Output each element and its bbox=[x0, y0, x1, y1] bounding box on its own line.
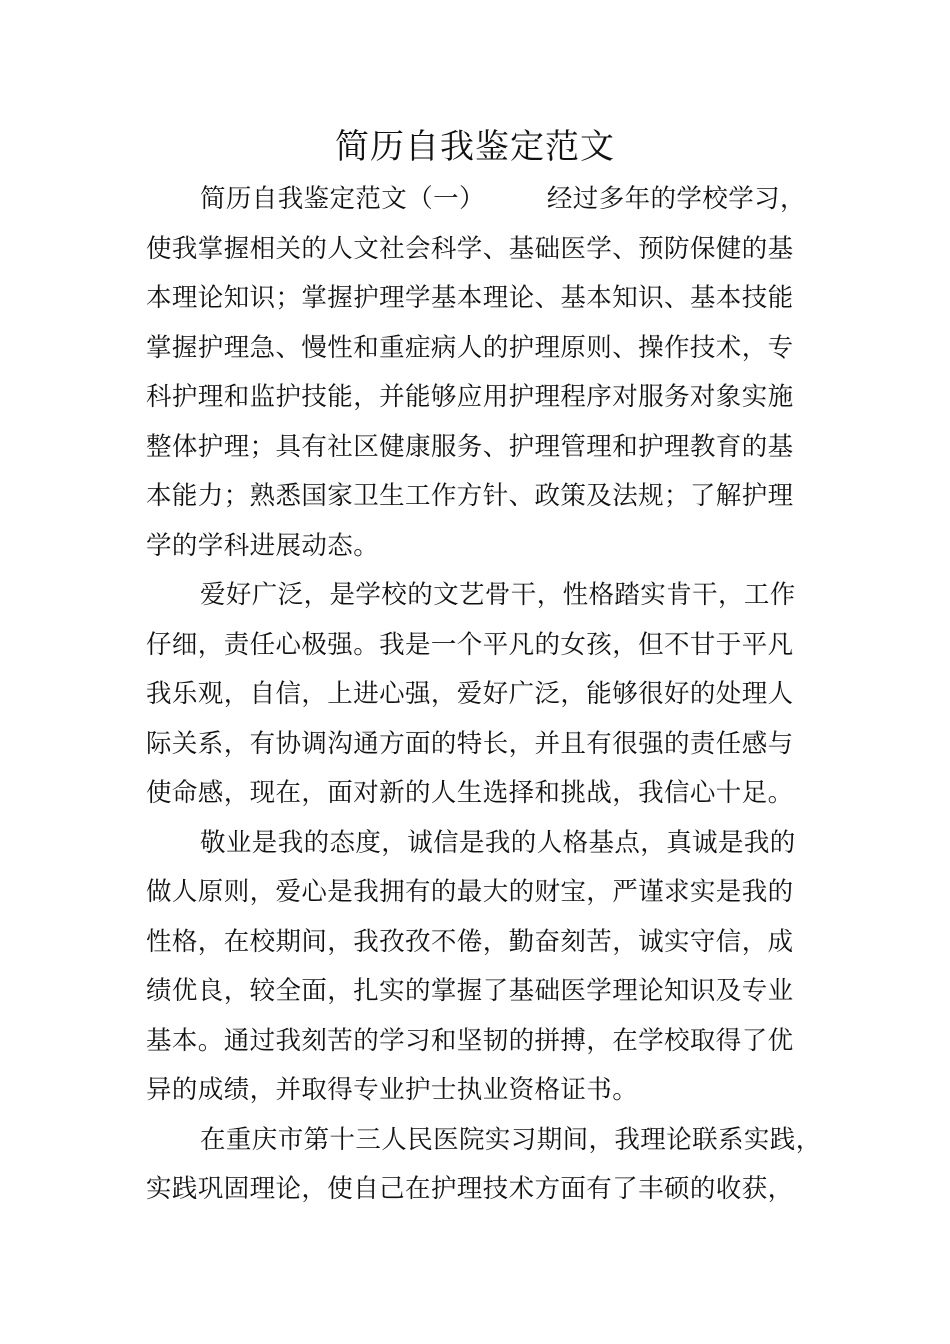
paragraph-line: 做人原则，爱心是我拥有的最大的财宝，严谨求实是我的 bbox=[146, 877, 794, 907]
paragraph-line: 敬业是我的态度，诚信是我的人格基点，真诚是我的 bbox=[200, 827, 796, 858]
paragraph-line: 异的成绩，并取得专业护士执业资格证书。 bbox=[146, 1075, 639, 1105]
paragraph-line: 简历自我鉴定范文（一） 经过多年的学校学习， bbox=[200, 184, 806, 214]
paragraph-line: 掌握护理急、慢性和重症病人的护理原则、操作技术，专 bbox=[146, 332, 794, 363]
document-body bbox=[146, 175, 836, 1215]
paragraph-line: 使命感，现在，面对新的人生选择和挑战，我信心十足。 bbox=[146, 778, 794, 808]
paragraph-line: 实践巩固理论，使自己在护理技术方面有了丰硕的收获， bbox=[146, 1174, 794, 1204]
paragraph-line: 基本。通过我刻苦的学习和坚韧的拼搏，在学校取得了优 bbox=[146, 1025, 794, 1056]
paragraph-line: 整体护理；具有社区健康服务、护理管理和护理教育的基 bbox=[146, 431, 794, 462]
paragraph-line: 使我掌握相关的人文社会科学、基础医学、预防保健的基 bbox=[146, 233, 794, 264]
paragraph-line: 性格，在校期间，我孜孜不倦，勤奋刻苦，诚实守信，成 bbox=[146, 926, 794, 957]
paragraph-line: 绩优良，较全面，扎实的掌握了基础医学理论知识及专业 bbox=[146, 976, 794, 1006]
paragraph-line: 科护理和监护技能，并能够应用护理程序对服务对象实施 bbox=[146, 382, 794, 412]
paragraph-line: 本能力；熟悉国家卫生工作方针、政策及法规；了解护理 bbox=[146, 481, 794, 511]
paragraph-line: 我乐观，自信，上进心强，爱好广泛，能够很好的处理人 bbox=[146, 679, 794, 709]
paragraph-line: 际关系，有协调沟通方面的特长，并且有很强的责任感与 bbox=[146, 728, 794, 759]
paragraph-line: 在重庆市第十三人民医院实习期间，我理论联系实践， bbox=[200, 1124, 822, 1155]
paragraph-line: 本理论知识；掌握护理学基本理论、基本知识、基本技能 bbox=[146, 283, 794, 313]
paragraph-line: 学的学科进展动态。 bbox=[146, 530, 380, 561]
paragraph-line: 仔细，责任心极强。我是一个平凡的女孩，但不甘于平凡 bbox=[146, 629, 794, 660]
section-heading: 简历自我鉴定范文（一） bbox=[200, 184, 485, 214]
document-title: 简历自我鉴定范文 bbox=[335, 127, 615, 167]
paragraph-line: 爱好广泛，是学校的文艺骨干，性格踏实肯干，工作 bbox=[200, 580, 796, 610]
